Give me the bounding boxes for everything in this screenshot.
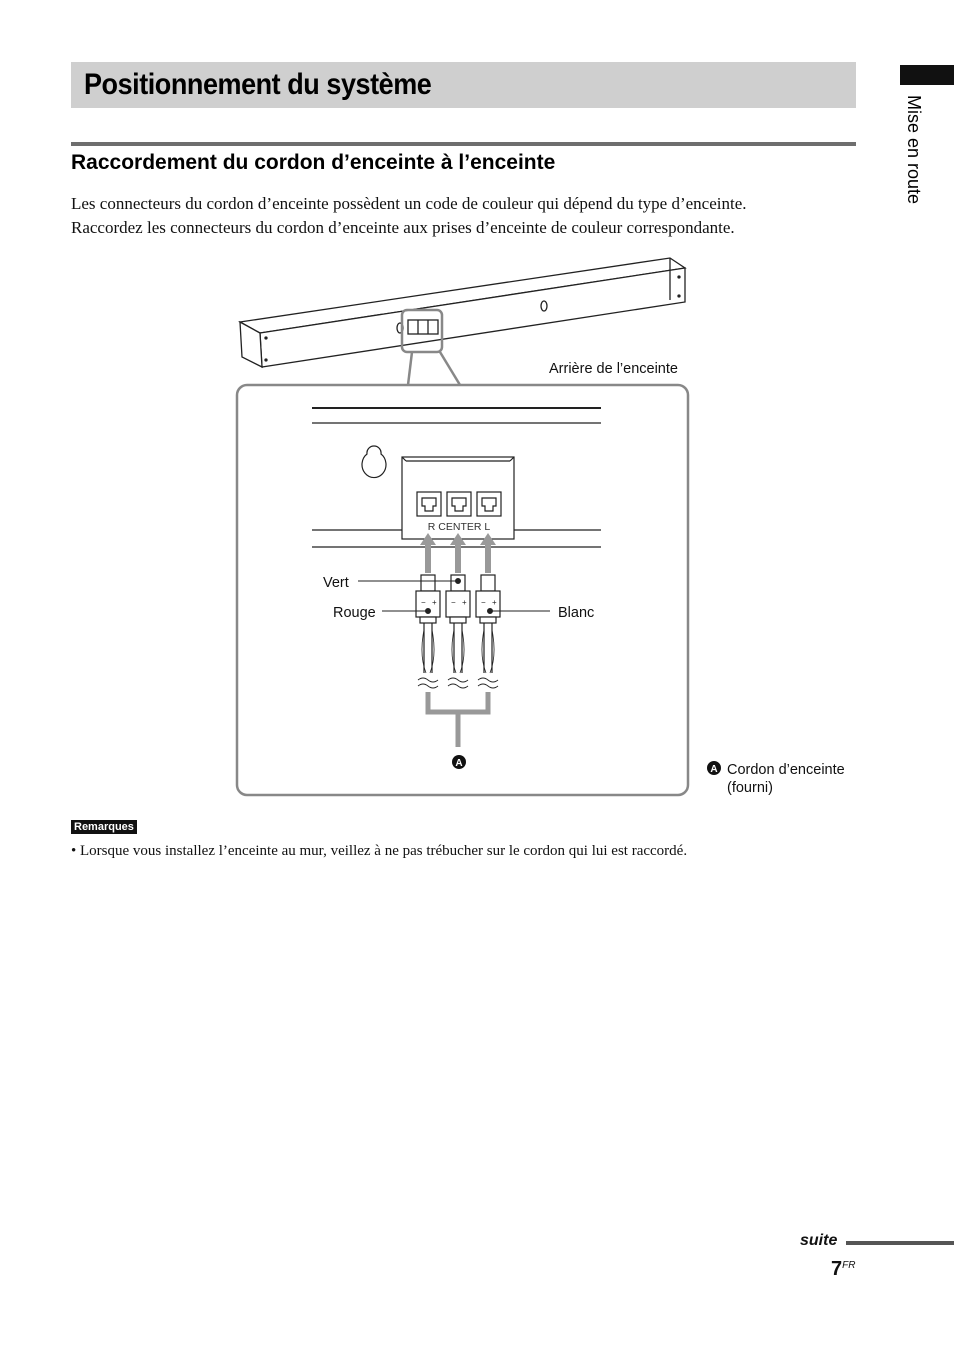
side-tab-label: Mise en route [904, 95, 924, 205]
marker-a-letter: A [455, 758, 463, 769]
svg-text:+: + [462, 598, 467, 607]
label-blanc: Blanc [558, 605, 595, 621]
jack-labels: R CENTER L [427, 521, 491, 533]
suite-line [846, 1241, 954, 1245]
speaker-bar-drawing [240, 258, 685, 367]
legend-line-1: Cordon d’enceinte [727, 762, 845, 778]
remarks-badge: Remarques [71, 820, 137, 834]
suite-label: suite [800, 1232, 838, 1249]
page-number-suffix: FR [842, 1260, 856, 1271]
svg-text:−: − [451, 598, 456, 607]
legend-marker-a-letter: A [710, 764, 718, 775]
svg-text:−: − [421, 598, 426, 607]
rear-label: Arrière de l’enceinte [549, 361, 678, 377]
legend-line-2: (fourni) [727, 780, 773, 796]
speaker-plugs [416, 575, 500, 688]
page-number-value: 7 [831, 1258, 843, 1280]
section-title: Raccordement du cordon d’enceinte à l’enceinte [71, 151, 556, 174]
intro-line-2: Raccordez les connecteurs du cordon d’enceinte aux prises d’enceinte de couleur correspondante. [71, 218, 735, 237]
svg-text:+: + [432, 598, 437, 607]
zoom-callout [237, 310, 688, 795]
page-title: Positionnement du système [84, 68, 432, 101]
label-rouge: Rouge [333, 605, 376, 621]
cord-bracket [428, 692, 488, 747]
remark-note: • Lorsque vous installez l’enceinte au mur, veillez à ne pas trébucher sur le cordon qui lui est raccordé. [71, 843, 688, 859]
insert-arrows [420, 533, 496, 573]
label-vert: Vert [323, 575, 349, 591]
svg-text:+: + [492, 598, 497, 607]
intro-line-1: Les connecteurs du cordon d’enceinte possèdent un code de couleur qui dépend du type d’enceinte. [71, 194, 747, 213]
page-number [831, 1258, 855, 1281]
svg-text:−: − [481, 598, 486, 607]
